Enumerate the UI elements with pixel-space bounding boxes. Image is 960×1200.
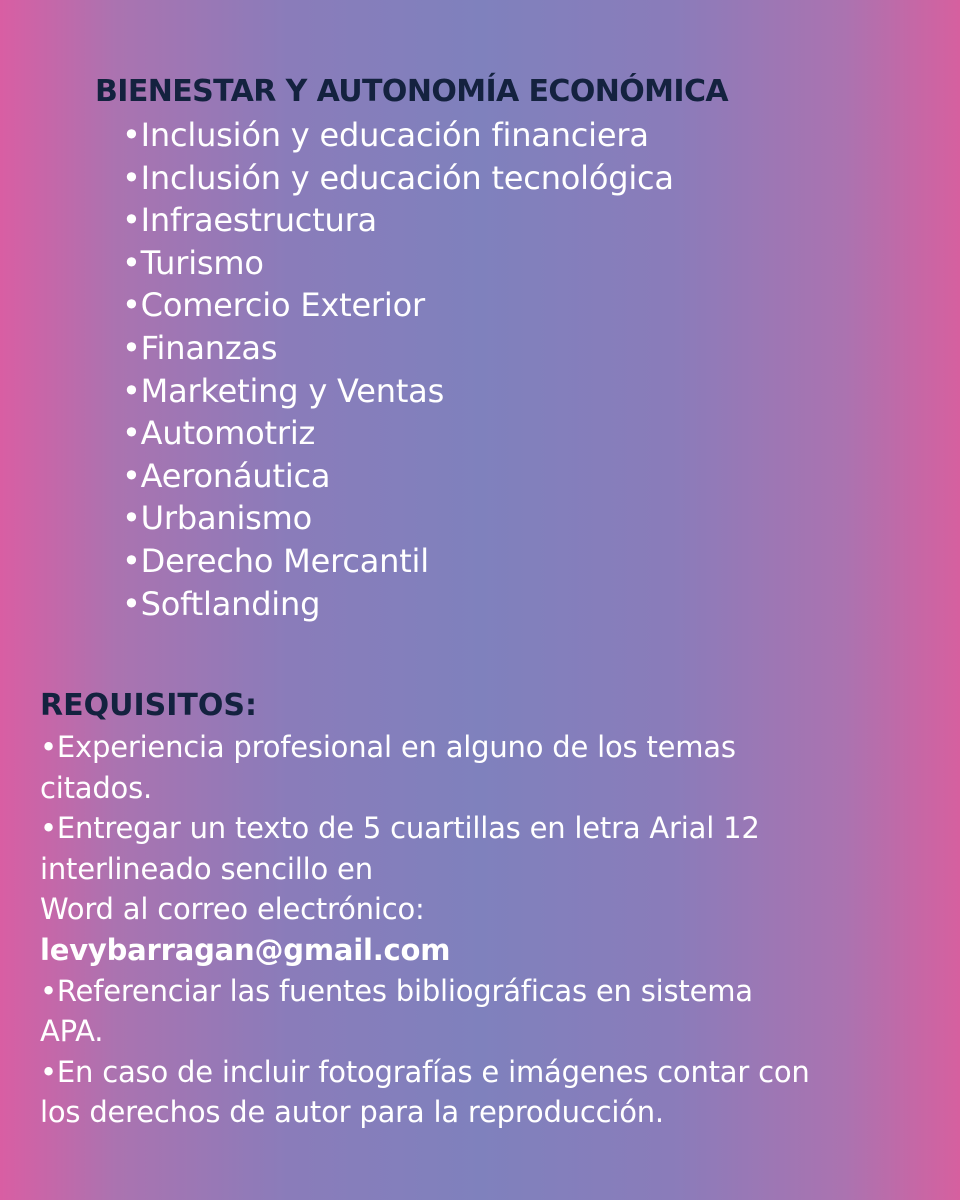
requirements-text xyxy=(40,727,940,1133)
requirement-line: •Experiencia profesional en alguno de los temas xyxy=(40,730,736,764)
requirement-line: Word al correo electrónico: xyxy=(40,892,425,927)
list-item: •Finanzas xyxy=(122,328,278,367)
areas-list xyxy=(122,114,674,625)
requirement-line: •Entregar un texto de 5 cuartillas en letra Arial 12 xyxy=(40,811,760,846)
list-item: •Comercio Exterior xyxy=(122,286,425,325)
requirement-line: citados. xyxy=(40,770,153,805)
email-address: levybarragan@gmail.com xyxy=(40,932,451,967)
list-item: •Inclusión y educación financiera xyxy=(122,116,649,154)
list-item: •Infraestructura xyxy=(122,201,377,240)
list-item: •Turismo xyxy=(122,243,264,282)
requirement-line: •En caso de incluir fotografías e imágenes contar con xyxy=(40,1054,810,1089)
list-item: •Inclusión y educación tecnológica xyxy=(122,158,674,197)
list-item: •Softlanding xyxy=(122,584,321,623)
list-item: •Automotriz xyxy=(122,414,316,453)
list-item: •Aeronáutica xyxy=(122,456,331,495)
requirement-line: APA. xyxy=(40,1014,104,1049)
requirement-line: los derechos de autor para la reproducción. xyxy=(40,1095,664,1130)
list-item: •Derecho Mercantil xyxy=(122,541,429,580)
section-title-requisitos: REQUISITOS: xyxy=(40,688,257,723)
list-item: •Marketing y Ventas xyxy=(122,371,445,410)
section-title-bienestar: BIENESTAR Y AUTONOMÍA ECONÓMICA xyxy=(95,74,728,109)
requirement-line: •Referenciar las fuentes bibliográficas en sistema xyxy=(40,973,753,1008)
requirement-line: interlineado sencillo en xyxy=(40,851,373,886)
list-item: •Urbanismo xyxy=(122,499,312,538)
